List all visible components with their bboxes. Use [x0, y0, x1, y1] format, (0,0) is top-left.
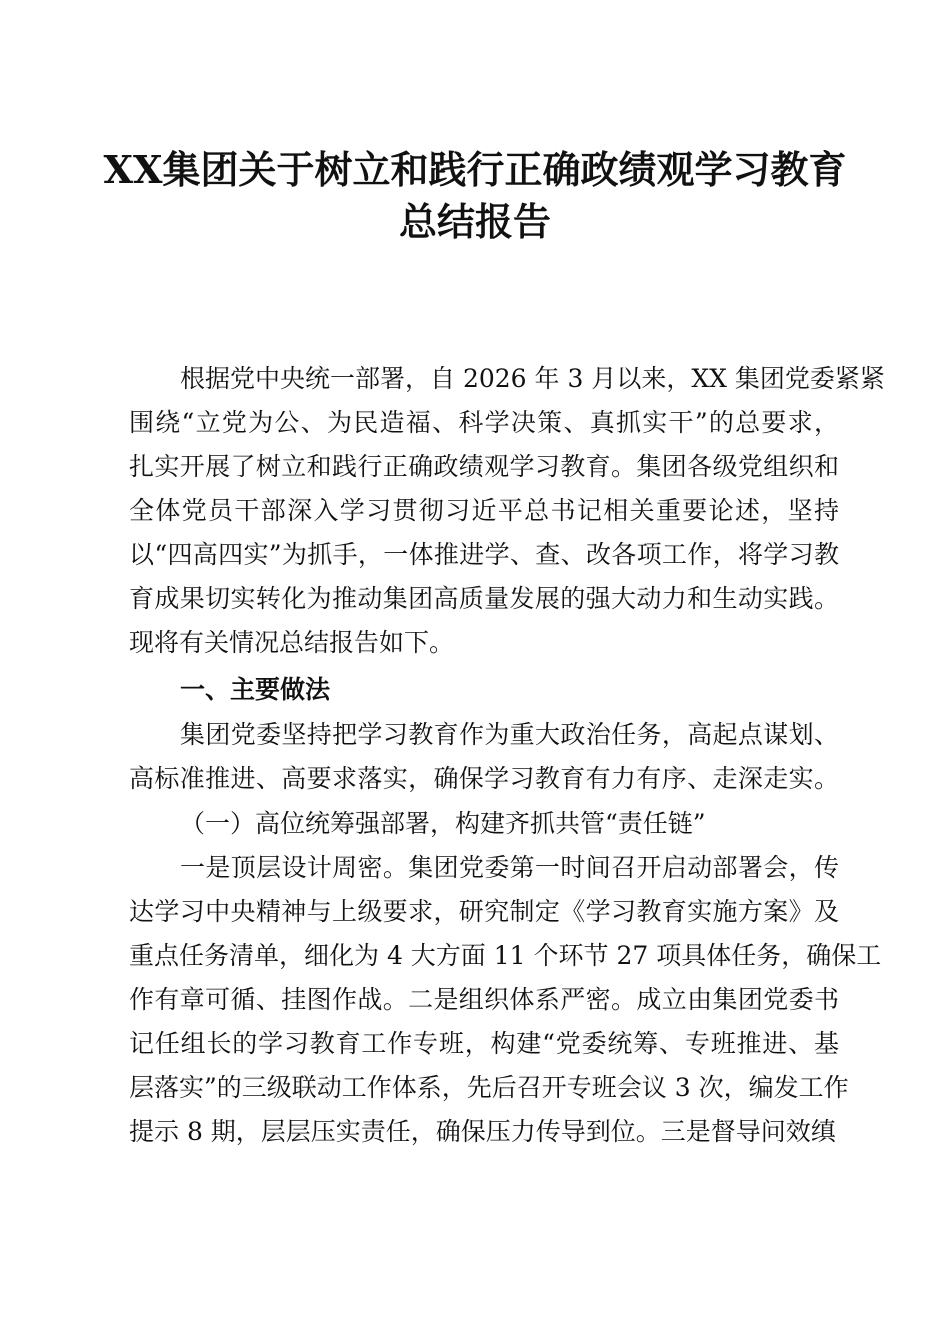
paragraph-line: 记任组长的学习教育工作专班，构建“党委统筹、专班推进、基 — [129, 1029, 839, 1058]
section-heading: 一、主要做法 — [180, 675, 331, 704]
paragraph-line: 根据党中央统一部署，自 2026 年 3 月以来，XX 集团党委紧紧 — [180, 364, 885, 393]
paragraph-line: 全体党员干部深入学习贯彻习近平总书记相关重要论述，坚持 — [129, 496, 839, 525]
paragraph-line: 育成果切实转化为推动集团高质量发展的强大动力和生动实践。 — [129, 584, 839, 613]
paragraph-line: 现将有关情况总结报告如下。 — [129, 628, 455, 657]
document-title-line-2: 总结报告 — [398, 199, 551, 244]
paragraph-line: 以“四高四实”为抓手，一体推进学、查、改各项工作，将学习教 — [129, 540, 839, 569]
subsection-heading: （一）高位统筹强部署，构建齐抓共管“责任链” — [180, 809, 706, 838]
paragraph-line: 高标准推进、高要求落实，确保学习教育有力有序、走深走实。 — [129, 764, 839, 793]
document-title-line-1: XX集团关于树立和践行正确政绩观学习教育 — [103, 147, 847, 192]
paragraph-line: 扎实开展了树立和践行正确政绩观学习教育。集团各级党组织和 — [129, 452, 839, 481]
paragraph-line: 重点任务清单，细化为 4 大方面 11 个环节 27 项具体任务，确保工 — [129, 941, 882, 970]
paragraph-line: 提示 8 期，层层压实责任，确保压力传导到位。三是督导问效缜 — [129, 1117, 836, 1146]
paragraph-line: 作有章可循、挂图作战。二是组织体系严密。成立由集团党委书 — [129, 985, 839, 1014]
paragraph-line: 一是顶层设计周密。集团党委第一时间召开启动部署会，传 — [180, 853, 839, 882]
paragraph-line: 层落实”的三级联动工作体系，先后召开专班会议 3 次，编发工作 — [129, 1073, 849, 1102]
paragraph-line: 围绕“立党为公、为民造福、科学决策、真抓实干”的总要求， — [129, 408, 839, 437]
paragraph-line: 集团党委坚持把学习教育作为重大政治任务，高起点谋划、 — [180, 720, 839, 749]
paragraph-line: 达学习中央精神与上级要求，研究制定《学习教育实施方案》及 — [129, 897, 839, 926]
